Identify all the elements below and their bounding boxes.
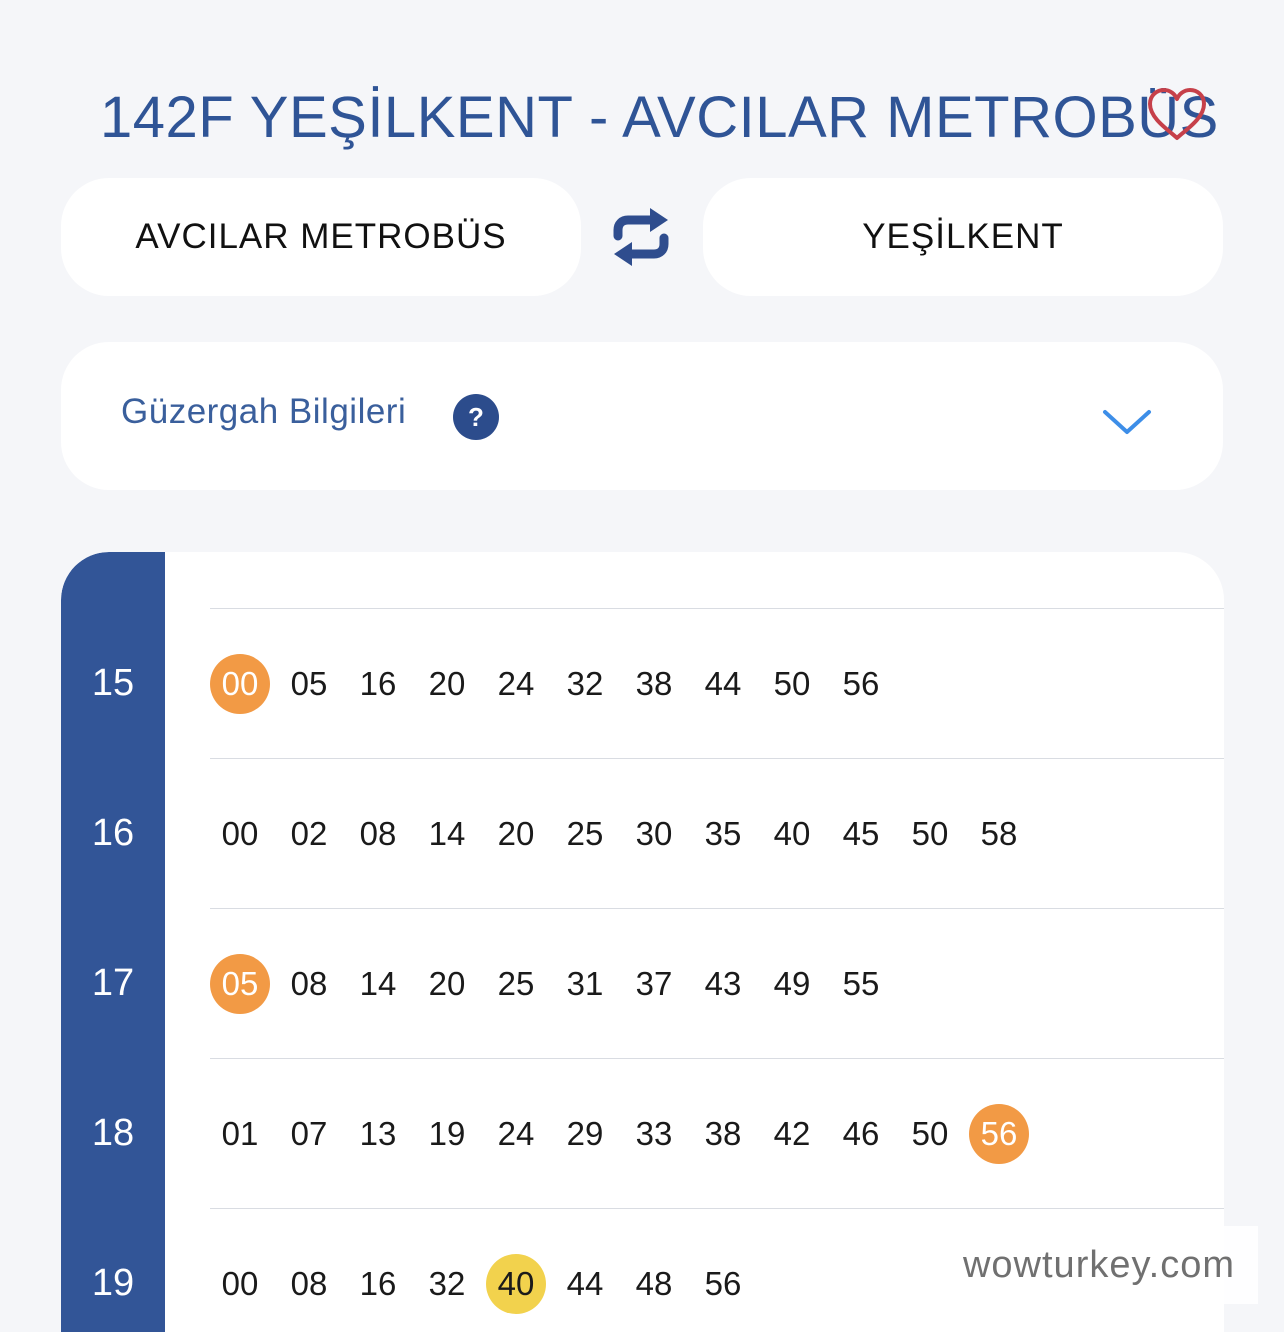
departure-minute[interactable]: 38 xyxy=(635,665,673,702)
departure-minute[interactable]: 31 xyxy=(566,965,604,1002)
departure-minute[interactable]: 44 xyxy=(704,665,742,702)
help-icon[interactable]: ? xyxy=(453,394,499,440)
departure-minute[interactable]: 05 xyxy=(290,665,328,702)
departure-minute[interactable]: 07 xyxy=(290,1115,328,1152)
highlighted-departure-minute[interactable]: 00 xyxy=(210,654,270,714)
departure-minute[interactable]: 50 xyxy=(911,815,949,852)
departure-minute[interactable]: 40 xyxy=(773,815,811,852)
row-divider xyxy=(210,908,1224,909)
departure-minute[interactable]: 48 xyxy=(635,1265,673,1302)
departure-minute[interactable]: 30 xyxy=(635,815,673,852)
hour-label: 18 xyxy=(91,1111,135,1154)
departure-minute[interactable]: 01 xyxy=(221,1115,259,1152)
highlighted-departure-minute[interactable]: 40 xyxy=(486,1254,546,1314)
departure-minute[interactable]: 25 xyxy=(566,815,604,852)
departure-minute[interactable]: 02 xyxy=(290,815,328,852)
route-info-accordion[interactable] xyxy=(61,342,1223,490)
hour-label: 17 xyxy=(91,961,135,1004)
timetable-row xyxy=(61,908,1224,1058)
destination-stop-button[interactable]: YEŞİLKENT xyxy=(703,178,1223,296)
departure-minute[interactable]: 56 xyxy=(704,1265,742,1302)
departure-minute[interactable]: 32 xyxy=(566,665,604,702)
departure-minute[interactable]: 14 xyxy=(359,965,397,1002)
departure-minute[interactable]: 20 xyxy=(497,815,535,852)
departure-minute[interactable]: 50 xyxy=(911,1115,949,1152)
row-divider xyxy=(210,1208,1224,1209)
departure-minute[interactable]: 00 xyxy=(221,1265,259,1302)
departure-minute[interactable]: 50 xyxy=(773,665,811,702)
departure-minute[interactable]: 20 xyxy=(428,665,466,702)
row-divider xyxy=(210,608,1224,609)
departure-minute[interactable]: 16 xyxy=(359,1265,397,1302)
departure-minute[interactable]: 44 xyxy=(566,1265,604,1302)
timetable-row xyxy=(61,1058,1224,1208)
hour-label: 19 xyxy=(91,1261,135,1304)
highlighted-departure-minute[interactable]: 05 xyxy=(210,954,270,1014)
departure-minute[interactable]: 20 xyxy=(428,965,466,1002)
row-divider xyxy=(210,758,1224,759)
departure-minute[interactable]: 14 xyxy=(428,815,466,852)
departure-minute[interactable]: 38 xyxy=(704,1115,742,1152)
hour-label: 16 xyxy=(91,811,135,854)
watermark: wowturkey.com xyxy=(940,1226,1258,1304)
departure-minute[interactable]: 29 xyxy=(566,1115,604,1152)
departure-minute[interactable]: 33 xyxy=(635,1115,673,1152)
departure-minute[interactable]: 49 xyxy=(773,965,811,1002)
departure-minute[interactable]: 00 xyxy=(221,815,259,852)
departure-minute[interactable]: 55 xyxy=(842,965,880,1002)
departure-minute[interactable]: 56 xyxy=(842,665,880,702)
timetable-row xyxy=(61,608,1224,758)
departure-minute[interactable]: 25 xyxy=(497,965,535,1002)
departure-minute[interactable]: 16 xyxy=(359,665,397,702)
row-divider xyxy=(210,1058,1224,1059)
route-info-label: Güzergah Bilgileri xyxy=(121,392,407,431)
departure-minute[interactable]: 42 xyxy=(773,1115,811,1152)
departure-minute[interactable]: 58 xyxy=(980,815,1018,852)
departure-minute[interactable]: 19 xyxy=(428,1115,466,1152)
chevron-down-icon[interactable] xyxy=(1101,406,1153,436)
swap-arrows-icon[interactable] xyxy=(606,204,676,270)
departure-minute[interactable]: 08 xyxy=(359,815,397,852)
hour-label: 15 xyxy=(91,661,135,704)
timetable xyxy=(61,552,1224,1332)
departure-minute[interactable]: 24 xyxy=(497,1115,535,1152)
departure-minute[interactable]: 32 xyxy=(428,1265,466,1302)
departure-minute[interactable]: 37 xyxy=(635,965,673,1002)
page-title: 142F YEŞİLKENT - AVCILAR METROBÜS xyxy=(100,85,1219,150)
timetable-row xyxy=(61,758,1224,908)
departure-minute[interactable]: 35 xyxy=(704,815,742,852)
departure-minute[interactable]: 24 xyxy=(497,665,535,702)
departure-minute[interactable]: 43 xyxy=(704,965,742,1002)
departure-minute[interactable]: 08 xyxy=(290,965,328,1002)
header xyxy=(0,78,1284,158)
highlighted-departure-minute[interactable]: 56 xyxy=(969,1104,1029,1164)
departure-minute[interactable]: 13 xyxy=(359,1115,397,1152)
origin-stop-button[interactable]: AVCILAR METROBÜS xyxy=(61,178,581,296)
departure-minute[interactable]: 46 xyxy=(842,1115,880,1152)
departure-minute[interactable]: 08 xyxy=(290,1265,328,1302)
departure-minute[interactable]: 45 xyxy=(842,815,880,852)
heart-icon[interactable] xyxy=(1146,86,1208,142)
